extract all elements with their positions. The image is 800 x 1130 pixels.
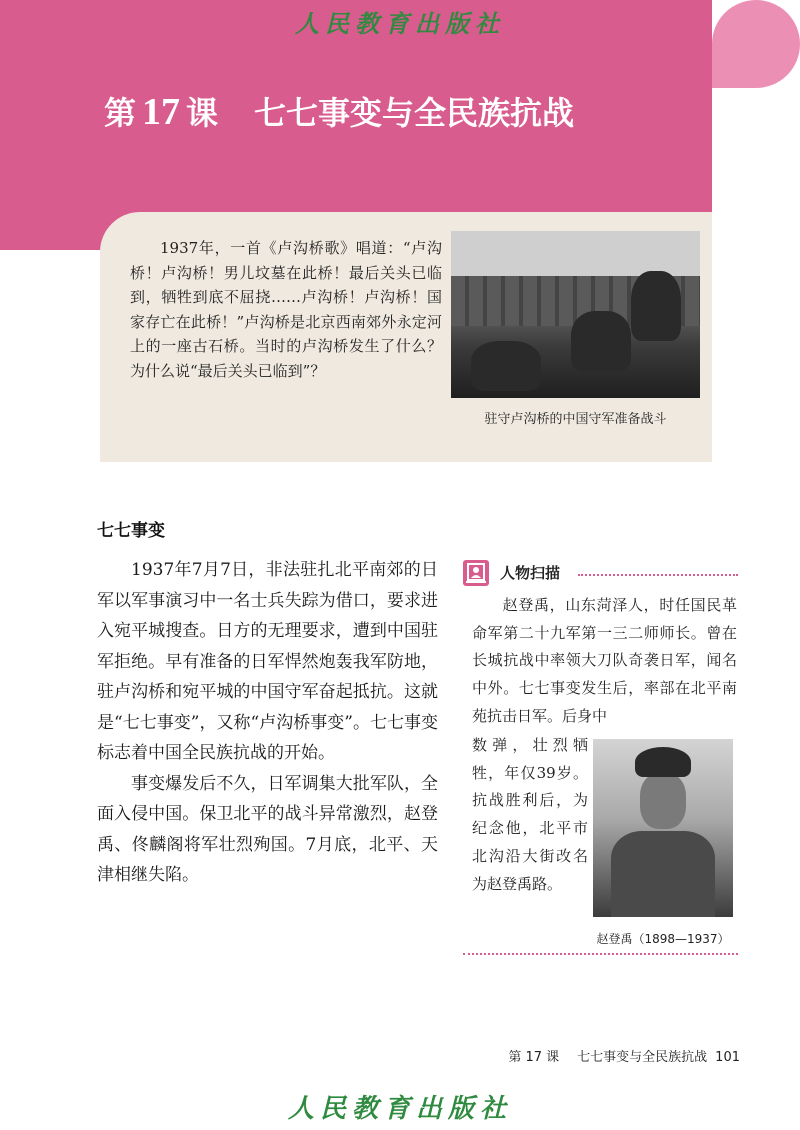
page-number: 101 [715, 1050, 740, 1065]
sidebar-text-continued: 数弹，壮烈牺牲，年仅39岁。抗战胜利后，为纪念他，北平市北沟沿大街改名为赵登禹路。 [472, 736, 588, 893]
main-text [97, 555, 438, 891]
intro-text [130, 236, 442, 383]
sidebar-text: 赵登禹，山东菏泽人，时任国民革命军第二十九军第一三二师师长。曾在长城抗战中率领大刀队奇袭日军，闻名中外。七七事变发生后，率部在北平南苑抗击日军。后身中 [472, 596, 737, 725]
section-heading: 七七事变 [97, 521, 165, 541]
publisher-footer: 人民教育出版社 [287, 1094, 512, 1124]
person-icon [463, 560, 489, 586]
publisher-header: 人民教育出版社 [295, 9, 505, 38]
divider [578, 574, 738, 576]
lesson-prefix: 第 [104, 94, 137, 132]
intro-paragraph: 1937年，一首《卢沟桥歌》唱道：“卢沟桥！卢沟桥！男儿坟墓在此桥！最后关头已临到，牺牲到底不屈挠……卢沟桥！卢沟桥！国家存亡在此桥！”卢沟桥是北京西南郊外永定河上的一座古石桥。当时的卢沟桥发生了什么？为什么说“最后关头已临到”？ [130, 239, 442, 380]
portrait-caption: 赵登禹（1898—1937） [596, 932, 730, 946]
footer-lesson: 第 17 课 [508, 1050, 560, 1065]
lugou-bridge-photo [451, 231, 700, 398]
lesson-name: 七七事变与全民族抗战 [254, 94, 575, 132]
lesson-title [104, 88, 574, 134]
page-footer [470, 1046, 740, 1065]
footer-title: 七七事变与全民族抗战 [577, 1050, 708, 1065]
portrait-photo [593, 739, 733, 917]
paragraph: 事变爆发后不久，日军调集大批军队，全面入侵中国。保卫北平的战斗异常激烈，赵登禹、佟麟阁将军壮烈殉国。7月底，北平、天津相继失陷。 [97, 773, 438, 885]
paragraph: 1937年7月7日，非法驻扎北平南郊的日军以军事演习中一名士兵失踪为借口，要求进入宛平城搜查。日方的无理要求，遭到中国驻军拒绝。早有准备的日军悍然炮轰我军防地，驻卢沟桥和宛平城的中国守军奋起抵抗。这就是“七七事变”，又称“卢沟桥事变”。七七事变标志着中国全民族抗战的开始。 [97, 560, 438, 763]
sidebar-title: 人物扫描 [500, 564, 561, 582]
lesson-suffix: 课 [186, 94, 219, 132]
photo-caption: 驻守卢沟桥的中国守军准备战斗 [484, 412, 667, 427]
lesson-number: 17 [142, 91, 181, 133]
divider [463, 953, 738, 955]
